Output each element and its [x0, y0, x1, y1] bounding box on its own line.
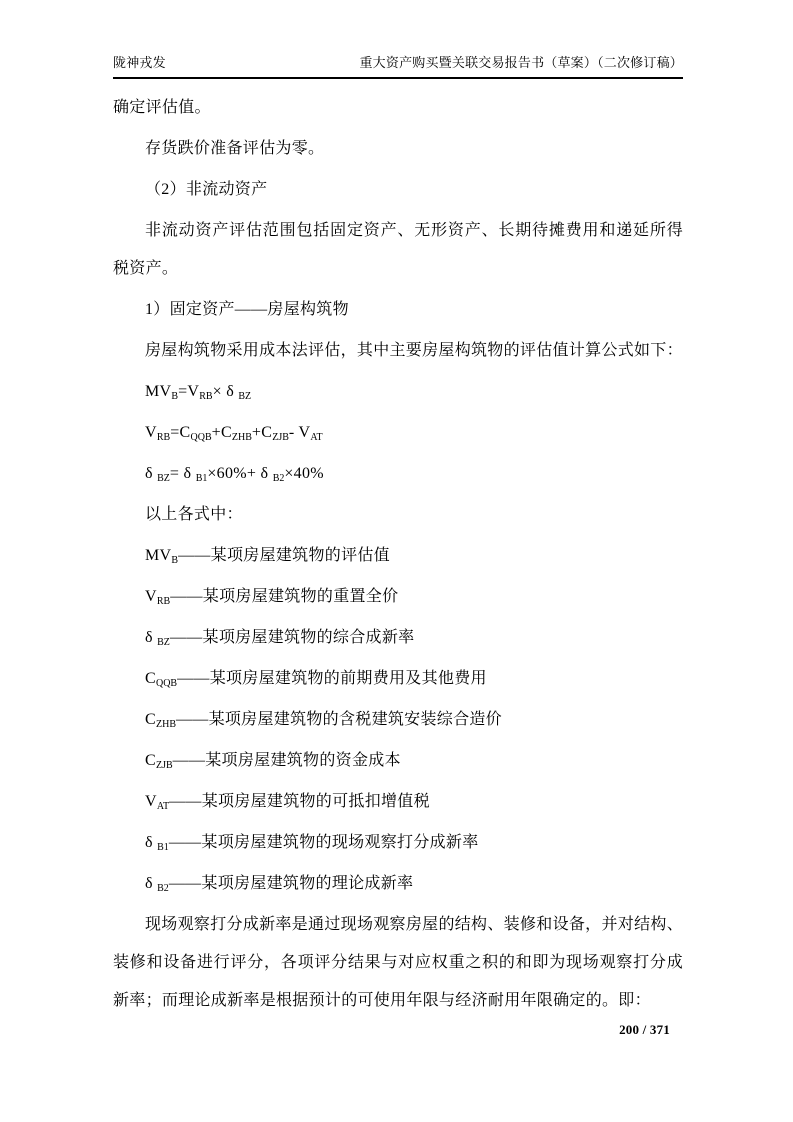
formula-line [113, 455, 683, 493]
definition [113, 537, 683, 575]
formula-subscript: BZ [157, 473, 170, 484]
formula-subscript: B2 [272, 473, 285, 484]
text-segment: 非流动资产评估范围包括固定资产、无形资产、长期待摊费用和递延所得 [145, 222, 683, 239]
definition-line [113, 742, 683, 780]
formula-subscript: B [171, 391, 179, 402]
text-segment: V [145, 793, 157, 810]
definition-line [113, 865, 683, 903]
text-segment: 房屋构筑物采用成本法评估，其中主要房屋构筑物的评估值计算公式如下： [145, 342, 683, 359]
definition [113, 578, 683, 616]
text-segment: ——某项房屋建筑物的理论成新率 [168, 875, 414, 892]
formula-line [113, 414, 683, 452]
paragraph-line [113, 250, 683, 288]
formula-subscript: BZ [157, 637, 170, 648]
text-segment: 以上各式中： [145, 506, 243, 523]
text-segment: × δ [212, 383, 239, 400]
paragraph [113, 906, 683, 1020]
definition-line [113, 619, 683, 657]
paragraph [113, 291, 683, 329]
text-segment: +C [211, 424, 232, 441]
definition [113, 783, 683, 821]
text-segment: ——某项房屋建筑物的评估值 [178, 547, 390, 564]
text-segment: ——某项房屋建筑物的现场观察打分成新率 [168, 834, 479, 851]
text-segment: ——某项房屋建筑物的综合成新率 [169, 629, 415, 646]
header-right-title: 重大资产购买暨关联交易报告书（草案）（二次修订稿） [359, 55, 683, 70]
formula-subscript: B2 [157, 883, 169, 894]
text-segment: - V [288, 424, 311, 441]
paragraph [113, 89, 683, 127]
formula-subscript: RB [199, 391, 213, 402]
text-segment: ×40% [284, 465, 324, 482]
page-number: 200 / 371 [619, 1022, 670, 1037]
text-segment: 存货跌价准备评估为零。 [145, 140, 325, 157]
text-segment: （2）非流动资产 [145, 181, 268, 198]
text-segment: C [145, 711, 156, 728]
formula-subscript: ZJB [155, 760, 173, 771]
text-segment: V [145, 424, 157, 441]
text-segment: 确定评估值。 [113, 99, 211, 116]
formula-subscript: AT [156, 801, 170, 812]
text-segment: 现场观察打分成新率是通过现场观察房屋的结构、装修和设备，并对结构、 [145, 916, 683, 933]
text-segment: 1）固定资产——房屋构筑物 [145, 301, 349, 318]
text-segment: 新率；而理论成新率是根据预计的可使用年限与经济耐用年限确定的。即： [113, 992, 651, 1009]
paragraph-line [113, 212, 683, 250]
text-segment: δ [145, 834, 158, 851]
text-segment: =C [170, 424, 191, 441]
paragraph [113, 212, 683, 288]
document-body [113, 89, 683, 1023]
formula-subscript: RB [156, 432, 171, 443]
definition [113, 619, 683, 657]
text-segment: ×60%+ δ [207, 465, 273, 482]
definition [113, 660, 683, 698]
text-segment: MV [145, 383, 172, 400]
paragraph-line [113, 130, 683, 168]
formula-subscript: B [171, 555, 179, 566]
text-segment: 装修和设备进行评分，各项评分结果与对应权重之积的和即为现场观察打分成 [113, 954, 683, 971]
text-segment: δ [145, 875, 158, 892]
header-left-title: 陇神戎发 [113, 55, 166, 70]
text-segment: ——某项房屋建筑物的含税建筑安装综合造价 [175, 711, 502, 728]
formula-subscript: B1 [195, 473, 208, 484]
text-segment: δ [145, 629, 158, 646]
formula-subscript: ZHB [231, 432, 252, 443]
formula-subscript: B1 [157, 842, 169, 853]
text-segment: ——某项房屋建筑物的前期费用及其他费用 [177, 670, 487, 687]
text-segment: V [145, 588, 157, 605]
definition [113, 824, 683, 862]
text-segment: MV [145, 547, 172, 564]
text-segment: C [145, 670, 156, 687]
text-segment: = δ [169, 465, 196, 482]
definition [113, 742, 683, 780]
definition-line [113, 578, 683, 616]
formula [113, 414, 683, 452]
paragraph [113, 130, 683, 168]
page-header [113, 54, 683, 79]
definition [113, 865, 683, 903]
formula-subscript: AT [310, 432, 323, 443]
formula-subscript: QQB [190, 432, 212, 443]
paragraph-line [113, 496, 683, 534]
definition-line [113, 824, 683, 862]
paragraph-line [113, 291, 683, 329]
formula [113, 373, 683, 411]
formula-subscript: ZHB [155, 719, 176, 730]
definition-line [113, 783, 683, 821]
text-segment: +C [251, 424, 273, 441]
definition-line [113, 537, 683, 575]
text-segment: ——某项房屋建筑物的重置全价 [170, 588, 399, 605]
text-segment: ——某项房屋建筑物的资金成本 [172, 752, 401, 769]
formula-subscript: BZ [238, 391, 252, 402]
formula-subscript: QQB [155, 678, 178, 689]
formula-subscript: RB [156, 596, 171, 607]
paragraph [113, 332, 683, 370]
definition-line [113, 701, 683, 739]
formula-subscript: ZJB [272, 432, 289, 443]
definition [113, 701, 683, 739]
formula-line [113, 373, 683, 411]
paragraph-line [113, 89, 683, 127]
paragraph [113, 171, 683, 209]
text-segment: =V [178, 383, 200, 400]
text-segment: δ [145, 465, 158, 482]
paragraph [113, 496, 683, 534]
text-segment: C [145, 752, 156, 769]
paragraph-line [113, 171, 683, 209]
definition-line [113, 660, 683, 698]
paragraph-line [113, 982, 683, 1020]
paragraph-line [113, 332, 683, 370]
paragraph-line [113, 906, 683, 944]
paragraph-line [113, 944, 683, 982]
text-segment: 税资产。 [113, 260, 179, 277]
formula [113, 455, 683, 493]
text-segment: ——某项房屋建筑物的可抵扣增值税 [169, 793, 430, 810]
